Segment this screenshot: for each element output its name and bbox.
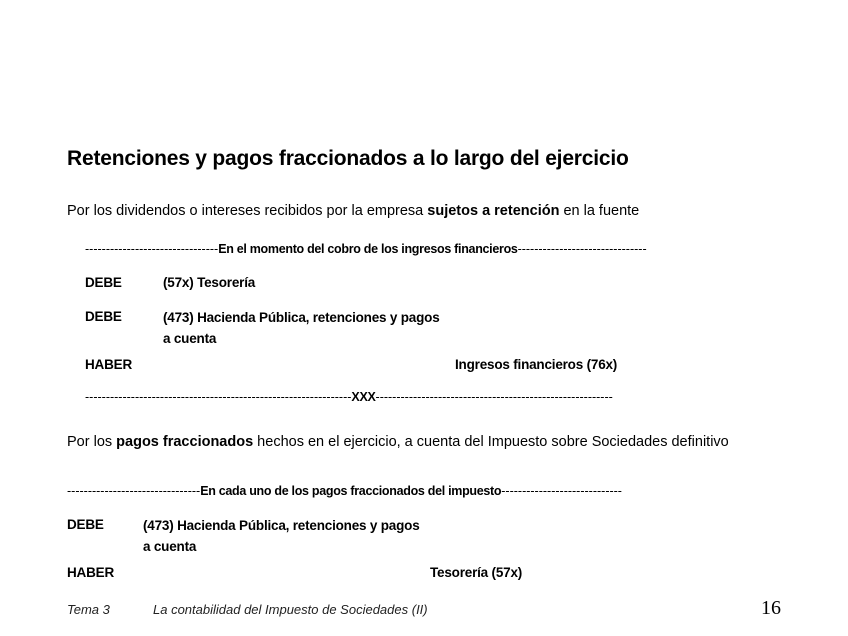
separator-dashes: ------------------------------- <box>517 242 647 256</box>
entry-account: (473) Hacienda Pública, retenciones y pagos a cuenta <box>143 518 420 554</box>
section2-separator <box>67 484 622 498</box>
section2-intro-tail: hechos en el ejercicio, a cuenta del Impuesto sobre Sociedades definitivo <box>253 434 729 450</box>
separator-dashes: ----------------------------- <box>501 484 622 498</box>
separator-label: En cada uno de los pagos fraccionados del impuesto <box>200 484 502 498</box>
section1-intro-text: Por los dividendos o intereses recibidos por la empresa <box>67 203 428 219</box>
separator-dashes: -------------------------------- <box>85 242 219 256</box>
separator-label: En el momento del cobro de los ingresos financieros <box>218 242 518 256</box>
page-title: Retenciones y pagos fraccionados a lo largo del ejercicio <box>67 147 629 170</box>
section1-separator <box>85 242 647 256</box>
entry-side: DEBE <box>85 275 122 290</box>
entry-side: HABER <box>85 357 133 372</box>
section2-intro <box>67 431 767 454</box>
separator-dashes: --------------------------------------------------------- <box>375 390 613 404</box>
section1-end-separator <box>85 390 613 404</box>
section1-intro-tail: en la fuente <box>559 203 640 219</box>
entry-account: (473) Hacienda Pública, retenciones y pagos a cuenta <box>163 310 440 346</box>
footer-subject: La contabilidad del Impuesto de Sociedades (II) <box>153 602 428 617</box>
separator-label: XXX <box>351 390 376 404</box>
section1-intro <box>67 203 639 219</box>
page-number: 16 <box>761 597 781 619</box>
separator-dashes: -------------------------------- <box>67 484 201 498</box>
entry-side: DEBE <box>67 517 104 532</box>
separator-dashes: ---------------------------------------------------------------- <box>85 390 352 404</box>
entry-account: (57x) Tesorería <box>163 275 256 290</box>
entry-side: HABER <box>67 565 115 580</box>
entry-side: DEBE <box>85 309 122 324</box>
section2-intro-bold: pagos fraccionados <box>116 434 254 450</box>
entry-account: Ingresos financieros (76x) <box>455 357 618 372</box>
footer-topic: Tema 3 <box>67 602 110 617</box>
entry-account: Tesorería (57x) <box>430 565 523 580</box>
section2-intro-text: Por los <box>67 434 117 450</box>
section1-intro-bold: sujetos a retención <box>427 203 560 219</box>
